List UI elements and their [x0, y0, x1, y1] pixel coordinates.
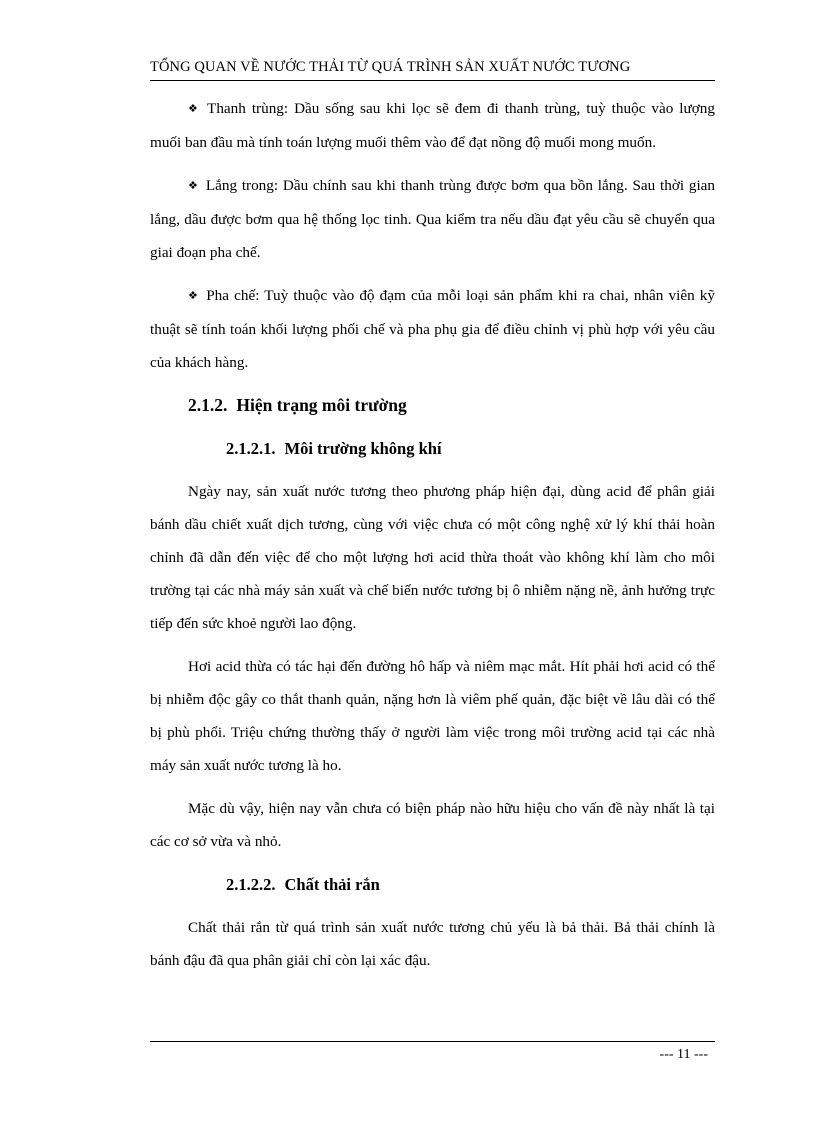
diamond-bullet-icon: ❖	[188, 179, 199, 192]
paragraph: Mặc dù vậy, hiện nay vẫn chưa có biện pháp nào hữu hiệu cho vấn đề này nhất là tại các cơ sở vừa và nhỏ.	[150, 800, 715, 850]
paragraph: Ngày nay, sản xuất nước tương theo phương pháp hiện đại, dùng acid để phân giải bánh dầu chiết xuất dịch tương, cùng với việc chưa có một công nghệ xử lý khí thải hoàn chỉnh đã dẫn đến việc để cho một lượng hơi acid thừa thoát vào không khí làm cho môi trường tại các nhà máy sản xuất và chế biến nước tương bị ô nhiễm nặng nề, ảnh hưởng trực tiếp đến sức khoẻ người lao động.	[150, 483, 715, 632]
bullet-paragraph-lang-trong	[150, 169, 715, 269]
section-heading	[188, 389, 715, 422]
subsection-number: 2.1.2.2.	[226, 875, 276, 894]
footer-divider	[150, 1041, 715, 1042]
section-title: Hiện trạng môi trường	[236, 395, 407, 415]
diamond-bullet-icon: ❖	[188, 289, 200, 302]
subsection-heading-air	[226, 432, 715, 465]
subsection-title: Môi trường không khí	[284, 439, 442, 458]
diamond-bullet-icon: ❖	[188, 102, 201, 115]
paragraph: Hơi acid thừa có tác hại đến đường hô hấp và niêm mạc mắt. Hít phải hơi acid có thể bị nhiễm độc gây co thắt thanh quản, nặng hơn là viêm phế quản, đặc biệt về lâu dài có thể bị phù phổi. Triệu chứng thường thấy ở người làm việc trong môi trường acid tại các nhà máy sản xuất nước tương là ho.	[150, 658, 715, 774]
running-header: TỔNG QUAN VỀ NƯỚC THẢI TỪ QUÁ TRÌNH SẢN XUẤT NƯỚC TƯƠNG	[150, 59, 631, 75]
bullet-text: Lắng trong: Dầu chính sau khi thanh trùng được bơm qua bồn lắng. Sau thời gian lắng, dầu được bơm qua hệ thống lọc tinh. Qua kiểm tra nếu dầu đạt yêu cầu sẽ chuyển qua giai đoạn pha chế.	[150, 177, 715, 261]
subsection-title: Chất thải rắn	[284, 875, 380, 894]
page-body	[150, 92, 715, 987]
page-number: --- 11 ---	[659, 1047, 708, 1062]
section-number: 2.1.2.	[188, 395, 228, 415]
bullet-text: Thanh trùng: Dầu sống sau khi lọc sẽ đem đi thanh trùng, tuỳ thuộc vào lượng muối ban đầu mà tính toán lượng muối thêm vào để đạt nồng độ muối mong muốn.	[150, 100, 715, 151]
paragraph: Chất thải rắn từ quá trình sản xuất nước tương chủ yếu là bả thải. Bả thải chính là bánh đậu đã qua phân giải chỉ còn lại xác đậu.	[150, 919, 715, 969]
subsection-number: 2.1.2.1.	[226, 439, 276, 458]
bullet-paragraph-thanh-trung	[150, 92, 715, 159]
header-divider	[150, 80, 715, 81]
bullet-paragraph-pha-che	[150, 279, 715, 379]
bullet-text: Pha chế: Tuỳ thuộc vào độ đạm của mỗi loại sản phẩm khi ra chai, nhân viên kỹ thuật sẽ tính toán khối lượng phối chế và pha phụ gia để điều chỉnh vị phù hợp với yêu cầu của khách hàng.	[150, 287, 715, 371]
subsection-heading-solid-waste	[226, 868, 715, 901]
